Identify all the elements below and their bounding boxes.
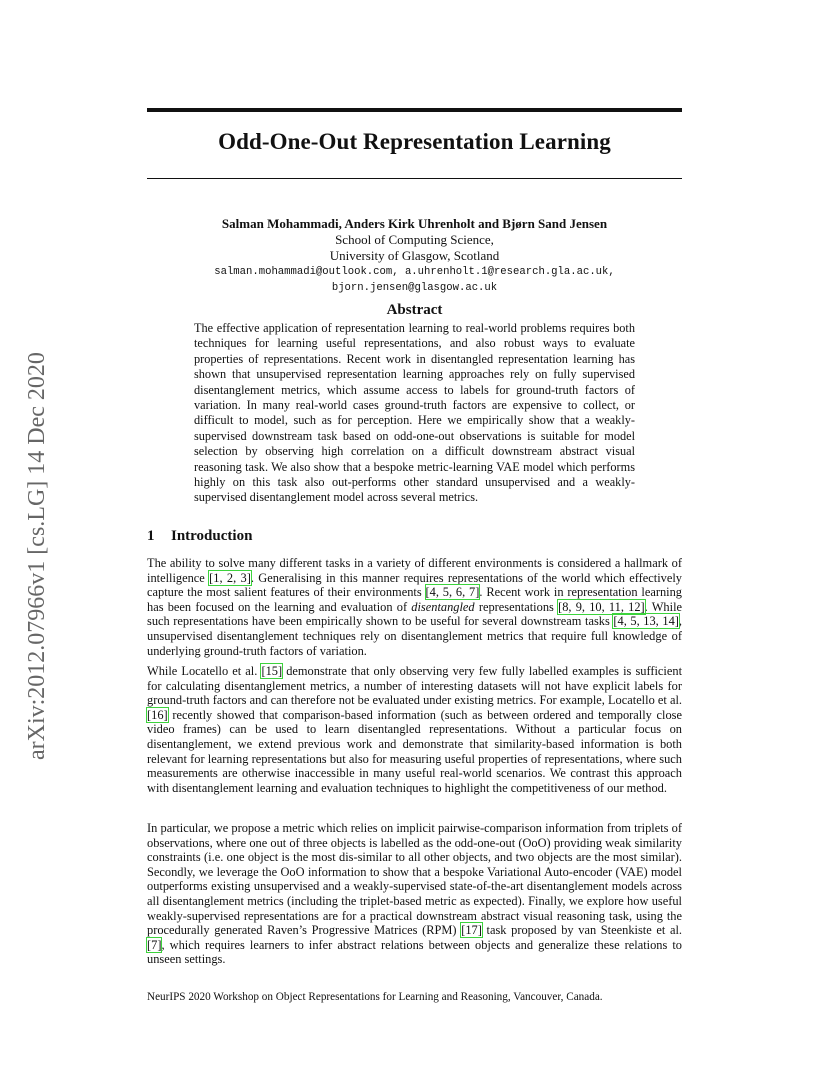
abstract-text: The effective application of representation learning to real-world problems requires both techniques for learning useful representations, and also robust ways to evaluate properties of representations. Recent work in disentangled representation learning has shown that unsupervised representation learning approaches rely on fully supervised disentanglement metrics, which assume access to labels for ground-truth factors of variation. In many real-world cases ground-truth factors are expensive to collect, or difficult to model, such as for perception. Here we empirically show that a weakly-supervised downstream task based on odd-one-out observations is suitable for model selection by observing high correlation on a difficult downstream abstract visual reasoning task. We also show that a bespoke metric-learning VAE model which performs highly on this task also out-performs other standard unsupervised and a weakly-supervised disentanglement model across several metrics. [194, 321, 635, 505]
citation-link[interactable]: [1, 2, 3] [209, 570, 251, 585]
section-heading [147, 528, 252, 545]
emphasis-text: disentangled [411, 599, 475, 614]
title-bottom-rule [147, 178, 682, 179]
text: representations [474, 599, 559, 614]
paper-title: Odd-One-Out Representation Learning [218, 129, 611, 154]
citation-link[interactable]: [16] [147, 707, 168, 722]
section-title: Introduction [171, 528, 253, 544]
citation-link[interactable]: [17] [461, 923, 482, 938]
author-block [147, 216, 682, 296]
author-emails: salman.mohammadi@outlook.com, a.uhrenholt.1@research.gla.ac.uk, [214, 266, 615, 278]
affiliation-department: School of Computing Science, [335, 232, 494, 247]
text: While Locatello et al. [147, 664, 262, 678]
text: task proposed by van Steenkiste et al. [481, 923, 683, 938]
abstract-heading: Abstract [386, 302, 443, 318]
text: recently showed that comparison-based information (such as between ordered and temporally close video frames) can be used to learn disentangled representations. Without a particular focus on disentanglement, we extend previous work and demonstrate that similarity-based information is both relevant for learning representations but also for measuring useful properties of representations, where such measurements are otherwise inaccessible in many useful real-world scenarios. We contrast this approach with disentanglement learning and evaluation techniques to highlight the competitiveness of our method. [147, 707, 682, 795]
text: In particular, we propose a metric which relies on implicit pairwise-comparison information from triplets of observations, where one out of three objects is labelled as the odd-one-out (OoO) providing weak similarity constraints (i.e. one object is the most dis-similar to all other objects, and two objects are the most similar). Secondly, we leverage the OoO information to show that a bespoke Variational Auto-encoder (VAE) model outperforms existing unsupervised and a weakly-supervised state-of-the-art disentanglement models across all disentanglement metrics (including the triplet-based metric as expected). Finally, we explore how useful weakly-supervised representations are for a practical downstream abstract visual reasoning task, using the procedurally generated Raven’s Progressive Matrices (RPM) [147, 821, 682, 938]
citation-link[interactable]: [15] [261, 664, 283, 678]
intro-paragraph-3 [147, 821, 682, 967]
citation-link[interactable]: [8, 9, 10, 11, 12] [558, 599, 645, 614]
author-emails-2: bjorn.jensen@glasgow.ac.uk [331, 282, 498, 294]
text: The ability to solve many different tasks in a variety of different environments is considered a hallmark of intelligence [147, 556, 682, 585]
citation-link[interactable]: [7] [147, 937, 162, 952]
text: , which requires learners to infer abstract relations between objects and generalize these relations to unseen settings. [147, 937, 682, 967]
intro-paragraph-2 [147, 664, 682, 795]
author-names: Salman Mohammadi, Anders Kirk Uhrenholt and Bjørn Sand Jensen [221, 216, 608, 231]
arxiv-id: arXiv:2012.07966v1 [cs.LG] 14 Dec 2020 [24, 352, 50, 760]
conference-footer: NeurIPS 2020 Workshop on Object Representations for Learning and Reasoning, Vancouver, Canada. [147, 991, 603, 1003]
intro-paragraph-1 [147, 556, 682, 658]
text: . Generalising in this manner requires representations of the world which effectively capture the most salient features of their environments [147, 570, 682, 600]
affiliation-university: University of Glasgow, Scotland [329, 248, 500, 263]
citation-link[interactable]: [4, 5, 6, 7] [425, 585, 480, 600]
arxiv-stamp [22, 290, 52, 760]
text: . While such representations have been empirically shown to be useful for several downstream tasks [147, 599, 683, 629]
text: demonstrate that only observing very few fully labelled examples is sufficient for calculating disentanglement metrics, a number of interesting datasets will not have explicit labels for ground-truth factors and can therefore not be evaluated under existing metrics. For example, Locatello et al. [147, 664, 683, 708]
text: . Recent work in representation learning has been focused on the learning and evaluation of [147, 585, 682, 614]
title-top-rule [147, 108, 682, 112]
citation-link[interactable]: [4, 5, 13, 14] [613, 614, 679, 629]
text: , unsupervised disentanglement techniques rely on disentanglement metrics that require full knowledge of underlying ground-truth factors of variation. [147, 614, 682, 658]
section-number: 1 [147, 528, 155, 544]
